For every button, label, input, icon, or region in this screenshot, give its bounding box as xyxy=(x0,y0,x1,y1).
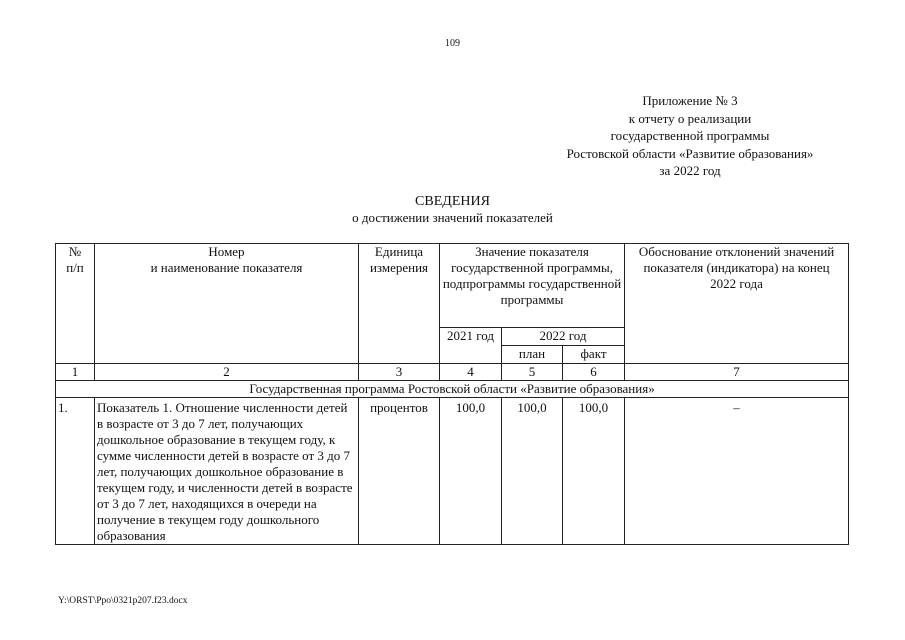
section-row xyxy=(56,381,849,398)
header-unit-line: измерения xyxy=(369,260,429,275)
header-num-line: № xyxy=(68,244,82,259)
row-name: Показатель 1. Отношение численности детей в возрасте от 3 до 7 лет, получающих дошкольное образование в текущем году, к сумме численности детей в возрасте от 3 до 7 лет, получающих дошкольное образование в текущем году, и численности детей в возрасте от 3 до 7 лет, находящихся в очереди на получение в текущем году дошкольного образования xyxy=(95,398,359,545)
header-row xyxy=(56,244,849,328)
table-row xyxy=(56,398,849,545)
row-fact-2022: 100,0 xyxy=(563,398,625,545)
header-name-line: Номер xyxy=(208,244,245,259)
appendix-block xyxy=(540,92,840,180)
column-numbers-row xyxy=(56,364,849,381)
header-plan: план xyxy=(502,346,563,364)
row-plan-2022: 100,0 xyxy=(502,398,563,545)
header-year-2022: 2022 год xyxy=(502,328,625,346)
footer-file-path: Y:\ORST\Ppo\0321p207.f23.docx xyxy=(58,596,188,606)
document-title: СВЕДЕНИЯ xyxy=(415,194,490,209)
header-name-line: и наименование показателя xyxy=(150,260,303,275)
appendix-line: за 2022 год xyxy=(659,163,721,178)
header-name xyxy=(95,244,359,364)
header-num xyxy=(56,244,95,364)
row-justification: – xyxy=(625,398,849,545)
header-year-2021: 2021 год xyxy=(440,328,502,364)
column-number: 5 xyxy=(502,364,563,381)
appendix-line: к отчету о реализации xyxy=(628,110,752,126)
column-number: 4 xyxy=(440,364,502,381)
header-unit xyxy=(359,244,440,364)
column-number: 6 xyxy=(563,364,625,381)
appendix-line: Приложение № 3 xyxy=(642,93,738,108)
document-subtitle: о достижении значений показателей xyxy=(352,210,553,225)
header-unit-line: Единица xyxy=(374,244,424,259)
page-number: 109 xyxy=(445,38,460,49)
column-number: 1 xyxy=(56,364,95,381)
header-num-line: п/п xyxy=(66,260,84,275)
appendix-line: Ростовской области «Развитие образования» xyxy=(566,145,814,161)
title-block xyxy=(0,193,905,226)
row-num: 1. xyxy=(56,398,95,545)
section-title: Государственная программа Ростовской области «Развитие образования» xyxy=(56,381,849,398)
header-fact: факт xyxy=(563,346,625,364)
column-number: 3 xyxy=(359,364,440,381)
indicators-table xyxy=(55,243,849,545)
appendix-line: государственной программы xyxy=(610,128,770,143)
row-unit: процентов xyxy=(359,398,440,545)
row-value-2021: 100,0 xyxy=(440,398,502,545)
column-number: 2 xyxy=(95,364,359,381)
header-justification: Обоснование отклонений значений показателя (индикатора) на конец 2022 года xyxy=(625,244,849,364)
column-number: 7 xyxy=(625,364,849,381)
header-value-group: Значение показателя государственной программы, подпрограммы государственной программы xyxy=(440,244,625,328)
